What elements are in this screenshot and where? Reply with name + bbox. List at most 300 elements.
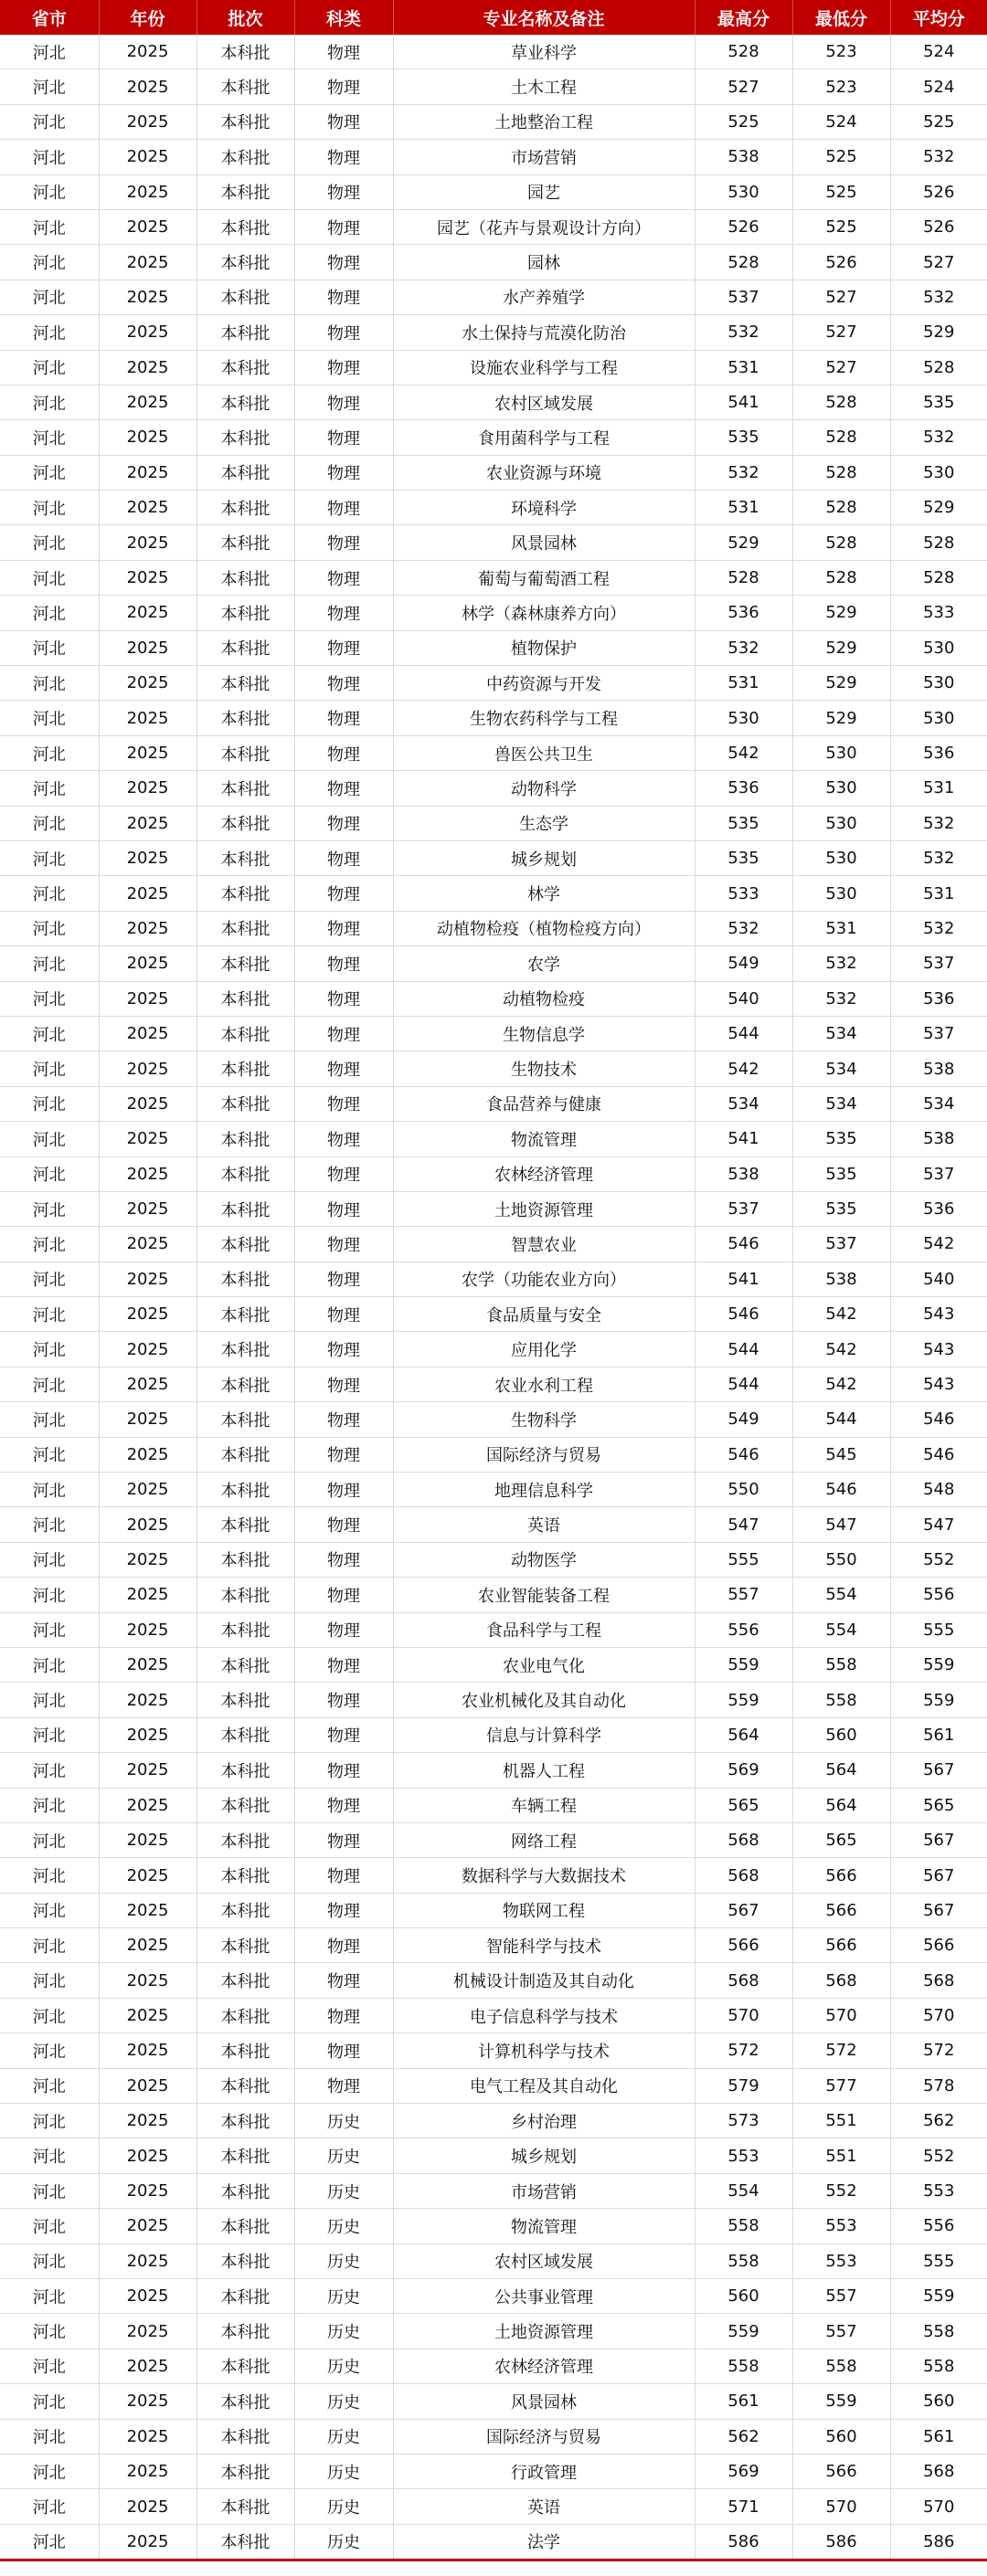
cell-max-score: 544	[695, 1332, 792, 1367]
cell-subject-type: 物理	[294, 1473, 393, 1507]
cell-batch: 本科批	[196, 1612, 294, 1647]
cell-subject-type: 物理	[294, 735, 393, 770]
cell-year: 2025	[99, 946, 196, 981]
cell-max-score: 532	[695, 630, 792, 665]
cell-batch: 本科批	[196, 1928, 294, 1963]
cell-max-score: 568	[695, 1963, 792, 1998]
table-row	[0, 1402, 987, 1437]
cell-min-score: 527	[792, 315, 890, 350]
table-header	[0, 0, 987, 35]
cell-avg-score: 572	[890, 2033, 987, 2068]
cell-province: 河北	[0, 2349, 99, 2383]
cell-subject-type: 物理	[294, 840, 393, 875]
cell-year: 2025	[99, 525, 196, 560]
cell-province: 河北	[0, 245, 99, 280]
cell-province: 河北	[0, 946, 99, 981]
cell-major-name: 园艺	[393, 174, 695, 209]
cell-min-score: 528	[792, 560, 890, 595]
cell-year: 2025	[99, 104, 196, 139]
cell-province: 河北	[0, 2419, 99, 2454]
cell-min-score: 530	[792, 806, 890, 840]
cell-avg-score: 542	[890, 1227, 987, 1262]
cell-province: 河北	[0, 1542, 99, 1577]
cell-subject-type: 物理	[294, 981, 393, 1016]
header-batch: 批次	[196, 0, 294, 35]
cell-min-score: 526	[792, 245, 890, 280]
cell-major-name: 物流管理	[393, 1122, 695, 1156]
cell-major-name: 兽医公共卫生	[393, 735, 695, 770]
cell-max-score: 573	[695, 2104, 792, 2138]
cell-min-score: 537	[792, 1227, 890, 1262]
table-row	[0, 1297, 987, 1332]
cell-province: 河北	[0, 840, 99, 875]
cell-avg-score: 538	[890, 1051, 987, 1086]
cell-batch: 本科批	[196, 1683, 294, 1717]
cell-province: 河北	[0, 1647, 99, 1682]
cell-year: 2025	[99, 2349, 196, 2383]
cell-year: 2025	[99, 1086, 196, 1121]
cell-year: 2025	[99, 1788, 196, 1822]
cell-min-score: 535	[792, 1191, 890, 1226]
table-row	[0, 1473, 987, 1507]
cell-avg-score: 531	[890, 876, 987, 911]
cell-year: 2025	[99, 1156, 196, 1191]
cell-major-name: 设施农业科学与工程	[393, 350, 695, 385]
cell-avg-score: 560	[890, 2384, 987, 2419]
cell-province: 河北	[0, 2524, 99, 2560]
table-row	[0, 1683, 987, 1717]
cell-max-score: 561	[695, 2384, 792, 2419]
cell-avg-score: 558	[890, 2314, 987, 2349]
cell-max-score: 549	[695, 946, 792, 981]
table-row	[0, 981, 987, 1016]
cell-max-score: 542	[695, 735, 792, 770]
cell-year: 2025	[99, 1191, 196, 1226]
cell-major-name: 土地资源管理	[393, 2314, 695, 2349]
cell-subject-type: 物理	[294, 560, 393, 595]
cell-min-score: 528	[792, 491, 890, 525]
cell-batch: 本科批	[196, 630, 294, 665]
cell-major-name: 生物信息学	[393, 1016, 695, 1050]
cell-year: 2025	[99, 1647, 196, 1682]
cell-subject-type: 物理	[294, 1822, 393, 1857]
cell-avg-score: 530	[890, 666, 987, 701]
cell-year: 2025	[99, 2104, 196, 2138]
header-major-name: 专业名称及备注	[393, 0, 695, 35]
cell-max-score: 550	[695, 1473, 792, 1507]
cell-max-score: 564	[695, 1717, 792, 1752]
cell-min-score: 572	[792, 2033, 890, 2068]
cell-avg-score: 537	[890, 946, 987, 981]
cell-avg-score: 534	[890, 1086, 987, 1121]
cell-major-name: 农林经济管理	[393, 2349, 695, 2383]
cell-province: 河北	[0, 174, 99, 209]
cell-year: 2025	[99, 1507, 196, 1542]
cell-max-score: 547	[695, 1507, 792, 1542]
table-row	[0, 596, 987, 630]
cell-major-name: 国际经济与贸易	[393, 1437, 695, 1472]
cell-batch: 本科批	[196, 1647, 294, 1682]
cell-avg-score: 568	[890, 1963, 987, 1998]
cell-year: 2025	[99, 420, 196, 455]
cell-year: 2025	[99, 1998, 196, 2032]
cell-year: 2025	[99, 174, 196, 209]
cell-batch: 本科批	[196, 1717, 294, 1752]
cell-province: 河北	[0, 280, 99, 314]
cell-province: 河北	[0, 491, 99, 525]
cell-major-name: 农业资源与环境	[393, 455, 695, 490]
cell-major-name: 公共事业管理	[393, 2279, 695, 2314]
cell-major-name: 风景园林	[393, 525, 695, 560]
cell-province: 河北	[0, 1227, 99, 1262]
cell-province: 河北	[0, 1998, 99, 2032]
table-row	[0, 420, 987, 455]
cell-subject-type: 历史	[294, 2419, 393, 2454]
cell-major-name: 林学（森林康养方向）	[393, 596, 695, 630]
cell-subject-type: 历史	[294, 2489, 393, 2524]
cell-avg-score: 561	[890, 1717, 987, 1752]
cell-province: 河北	[0, 1753, 99, 1788]
table-row	[0, 2173, 987, 2208]
cell-subject-type: 物理	[294, 701, 393, 735]
cell-province: 河北	[0, 1191, 99, 1226]
cell-avg-score: 567	[890, 1858, 987, 1893]
cell-avg-score: 543	[890, 1297, 987, 1332]
cell-batch: 本科批	[196, 1332, 294, 1367]
table-row	[0, 140, 987, 174]
cell-min-score: 558	[792, 2349, 890, 2383]
table-row	[0, 1928, 987, 1963]
cell-batch: 本科批	[196, 525, 294, 560]
cell-province: 河北	[0, 1086, 99, 1121]
table-row	[0, 911, 987, 945]
table-row	[0, 2419, 987, 2454]
cell-major-name: 市场营销	[393, 140, 695, 174]
cell-max-score: 528	[695, 560, 792, 595]
cell-batch: 本科批	[196, 35, 294, 69]
cell-major-name: 车辆工程	[393, 1788, 695, 1822]
cell-min-score: 566	[792, 1858, 890, 1893]
cell-year: 2025	[99, 2384, 196, 2419]
cell-province: 河北	[0, 1612, 99, 1647]
cell-max-score: 537	[695, 280, 792, 314]
cell-major-name: 农业智能装备工程	[393, 1578, 695, 1612]
cell-major-name: 计算机科学与技术	[393, 2033, 695, 2068]
cell-subject-type: 历史	[294, 2454, 393, 2488]
cell-min-score: 524	[792, 104, 890, 139]
cell-subject-type: 历史	[294, 2104, 393, 2138]
cell-min-score: 557	[792, 2314, 890, 2349]
cell-year: 2025	[99, 2419, 196, 2454]
cell-avg-score: 526	[890, 174, 987, 209]
table-row	[0, 2454, 987, 2488]
cell-avg-score: 538	[890, 1122, 987, 1156]
cell-max-score: 541	[695, 1122, 792, 1156]
cell-min-score: 570	[792, 2489, 890, 2524]
cell-province: 河北	[0, 1051, 99, 1086]
cell-subject-type: 物理	[294, 525, 393, 560]
cell-major-name: 风景园林	[393, 2384, 695, 2419]
cell-avg-score: 559	[890, 1647, 987, 1682]
cell-subject-type: 物理	[294, 69, 393, 104]
cell-avg-score: 529	[890, 491, 987, 525]
cell-year: 2025	[99, 596, 196, 630]
cell-batch: 本科批	[196, 2173, 294, 2208]
cell-year: 2025	[99, 1822, 196, 1857]
cell-province: 河北	[0, 1122, 99, 1156]
cell-avg-score: 565	[890, 1788, 987, 1822]
cell-max-score: 530	[695, 174, 792, 209]
cell-batch: 本科批	[196, 1963, 294, 1998]
cell-max-score: 528	[695, 35, 792, 69]
cell-province: 河北	[0, 1683, 99, 1717]
cell-year: 2025	[99, 1753, 196, 1788]
cell-avg-score: 567	[890, 1893, 987, 1927]
cell-max-score: 544	[695, 1367, 792, 1401]
cell-avg-score: 524	[890, 35, 987, 69]
cell-avg-score: 548	[890, 1473, 987, 1507]
cell-major-name: 国际经济与贸易	[393, 2419, 695, 2454]
table-row	[0, 1367, 987, 1401]
cell-min-score: 558	[792, 1683, 890, 1717]
cell-subject-type: 物理	[294, 1156, 393, 1191]
cell-min-score: 545	[792, 1437, 890, 1472]
cell-batch: 本科批	[196, 69, 294, 104]
cell-major-name: 土木工程	[393, 69, 695, 104]
cell-avg-score: 555	[890, 1612, 987, 1647]
cell-max-score: 530	[695, 701, 792, 735]
cell-batch: 本科批	[196, 1156, 294, 1191]
cell-batch: 本科批	[196, 385, 294, 419]
cell-major-name: 英语	[393, 1507, 695, 1542]
cell-year: 2025	[99, 35, 196, 69]
cell-province: 河北	[0, 2209, 99, 2243]
cell-province: 河北	[0, 1578, 99, 1612]
cell-avg-score: 532	[890, 280, 987, 314]
cell-province: 河北	[0, 1473, 99, 1507]
cell-avg-score: 562	[890, 2104, 987, 2138]
cell-major-name: 法学	[393, 2524, 695, 2560]
cell-batch: 本科批	[196, 2243, 294, 2278]
table-row	[0, 1612, 987, 1647]
cell-year: 2025	[99, 701, 196, 735]
table-row	[0, 2314, 987, 2349]
cell-min-score: 527	[792, 280, 890, 314]
cell-max-score: 532	[695, 911, 792, 945]
cell-min-score: 529	[792, 630, 890, 665]
cell-min-score: 534	[792, 1051, 890, 1086]
cell-year: 2025	[99, 140, 196, 174]
cell-min-score: 560	[792, 2419, 890, 2454]
cell-subject-type: 物理	[294, 140, 393, 174]
cell-batch: 本科批	[196, 1542, 294, 1577]
table-row	[0, 245, 987, 280]
cell-year: 2025	[99, 1367, 196, 1401]
cell-province: 河北	[0, 735, 99, 770]
header-row	[0, 0, 987, 35]
cell-subject-type: 物理	[294, 771, 393, 806]
cell-max-score: 568	[695, 1822, 792, 1857]
cell-major-name: 水产养殖学	[393, 280, 695, 314]
cell-max-score: 568	[695, 1858, 792, 1893]
cell-year: 2025	[99, 1717, 196, 1752]
cell-year: 2025	[99, 491, 196, 525]
cell-min-score: 554	[792, 1612, 890, 1647]
cell-avg-score: 530	[890, 701, 987, 735]
cell-min-score: 531	[792, 911, 890, 945]
table-row	[0, 174, 987, 209]
table-row	[0, 1753, 987, 1788]
cell-batch: 本科批	[196, 2524, 294, 2560]
cell-batch: 本科批	[196, 1191, 294, 1226]
cell-subject-type: 物理	[294, 596, 393, 630]
table-body	[0, 35, 987, 2560]
cell-year: 2025	[99, 981, 196, 1016]
cell-min-score: 546	[792, 1473, 890, 1507]
cell-subject-type: 物理	[294, 1928, 393, 1963]
cell-max-score: 555	[695, 1542, 792, 1577]
cell-max-score: 531	[695, 666, 792, 701]
cell-max-score: 565	[695, 1788, 792, 1822]
table-row	[0, 385, 987, 419]
cell-major-name: 食用菌科学与工程	[393, 420, 695, 455]
cell-major-name: 机械设计制造及其自动化	[393, 1963, 695, 1998]
cell-province: 河北	[0, 806, 99, 840]
cell-batch: 本科批	[196, 1473, 294, 1507]
table-row	[0, 1963, 987, 1998]
cell-year: 2025	[99, 315, 196, 350]
cell-batch: 本科批	[196, 2068, 294, 2103]
cell-major-name: 生物农药科学与工程	[393, 701, 695, 735]
cell-avg-score: 525	[890, 104, 987, 139]
cell-major-name: 城乡规划	[393, 2138, 695, 2173]
cell-max-score: 586	[695, 2524, 792, 2560]
cell-major-name: 物流管理	[393, 2209, 695, 2243]
cell-year: 2025	[99, 1683, 196, 1717]
cell-subject-type: 物理	[294, 946, 393, 981]
cell-province: 河北	[0, 2454, 99, 2488]
cell-avg-score: 537	[890, 1016, 987, 1050]
cell-min-score: 566	[792, 1893, 890, 1927]
cell-avg-score: 559	[890, 2279, 987, 2314]
cell-avg-score: 543	[890, 1332, 987, 1367]
cell-min-score: 534	[792, 1086, 890, 1121]
cell-max-score: 536	[695, 596, 792, 630]
cell-max-score: 541	[695, 1262, 792, 1296]
cell-major-name: 中药资源与开发	[393, 666, 695, 701]
cell-batch: 本科批	[196, 771, 294, 806]
cell-major-name: 动物科学	[393, 771, 695, 806]
cell-min-score: 538	[792, 1262, 890, 1296]
cell-avg-score: 553	[890, 2173, 987, 2208]
cell-max-score: 559	[695, 2314, 792, 2349]
table-row	[0, 946, 987, 981]
cell-max-score: 542	[695, 1051, 792, 1086]
table-row	[0, 2243, 987, 2278]
cell-min-score: 523	[792, 69, 890, 104]
cell-subject-type: 历史	[294, 2173, 393, 2208]
table-row	[0, 1227, 987, 1262]
cell-batch: 本科批	[196, 1753, 294, 1788]
cell-subject-type: 物理	[294, 491, 393, 525]
cell-year: 2025	[99, 1612, 196, 1647]
cell-min-score: 559	[792, 2384, 890, 2419]
cell-subject-type: 物理	[294, 1016, 393, 1050]
cell-province: 河北	[0, 2033, 99, 2068]
table-row	[0, 491, 987, 525]
cell-batch: 本科批	[196, 735, 294, 770]
cell-batch: 本科批	[196, 560, 294, 595]
cell-major-name: 生物技术	[393, 1051, 695, 1086]
cell-subject-type: 物理	[294, 104, 393, 139]
cell-year: 2025	[99, 1893, 196, 1927]
cell-major-name: 农业电气化	[393, 1647, 695, 1682]
cell-subject-type: 物理	[294, 1051, 393, 1086]
cell-batch: 本科批	[196, 1507, 294, 1542]
cell-min-score: 553	[792, 2209, 890, 2243]
cell-max-score: 549	[695, 1402, 792, 1437]
cell-batch: 本科批	[196, 104, 294, 139]
cell-subject-type: 物理	[294, 806, 393, 840]
cell-year: 2025	[99, 2524, 196, 2560]
cell-min-score: 525	[792, 209, 890, 244]
cell-max-score: 526	[695, 209, 792, 244]
cell-batch: 本科批	[196, 1858, 294, 1893]
cell-min-score: 553	[792, 2243, 890, 2278]
cell-max-score: 558	[695, 2349, 792, 2383]
cell-max-score: 571	[695, 2489, 792, 2524]
cell-avg-score: 552	[890, 1542, 987, 1577]
cell-min-score: 535	[792, 1122, 890, 1156]
cell-max-score: 535	[695, 806, 792, 840]
cell-year: 2025	[99, 806, 196, 840]
cell-province: 河北	[0, 35, 99, 69]
table-row	[0, 315, 987, 350]
table-row	[0, 1507, 987, 1542]
cell-avg-score: 532	[890, 420, 987, 455]
header-avg-score: 平均分	[890, 0, 987, 35]
cell-min-score: 551	[792, 2104, 890, 2138]
table-row	[0, 560, 987, 595]
cell-max-score: 546	[695, 1297, 792, 1332]
cell-batch: 本科批	[196, 455, 294, 490]
cell-max-score: 554	[695, 2173, 792, 2208]
cell-year: 2025	[99, 2033, 196, 2068]
cell-max-score: 525	[695, 104, 792, 139]
cell-year: 2025	[99, 1016, 196, 1050]
cell-province: 河北	[0, 2068, 99, 2103]
cell-province: 河北	[0, 2138, 99, 2173]
table-row	[0, 1647, 987, 1682]
cell-min-score: 527	[792, 350, 890, 385]
cell-batch: 本科批	[196, 1122, 294, 1156]
table-row	[0, 104, 987, 139]
table-row	[0, 455, 987, 490]
table-row	[0, 1051, 987, 1086]
cell-subject-type: 历史	[294, 2349, 393, 2383]
cell-year: 2025	[99, 2314, 196, 2349]
cell-max-score: 566	[695, 1928, 792, 1963]
cell-major-name: 农村区域发展	[393, 2243, 695, 2278]
cell-year: 2025	[99, 209, 196, 244]
cell-major-name: 智慧农业	[393, 1227, 695, 1262]
cell-subject-type: 物理	[294, 1858, 393, 1893]
cell-subject-type: 物理	[294, 1367, 393, 1401]
cell-year: 2025	[99, 350, 196, 385]
cell-subject-type: 物理	[294, 1683, 393, 1717]
cell-subject-type: 物理	[294, 630, 393, 665]
cell-province: 河北	[0, 1507, 99, 1542]
